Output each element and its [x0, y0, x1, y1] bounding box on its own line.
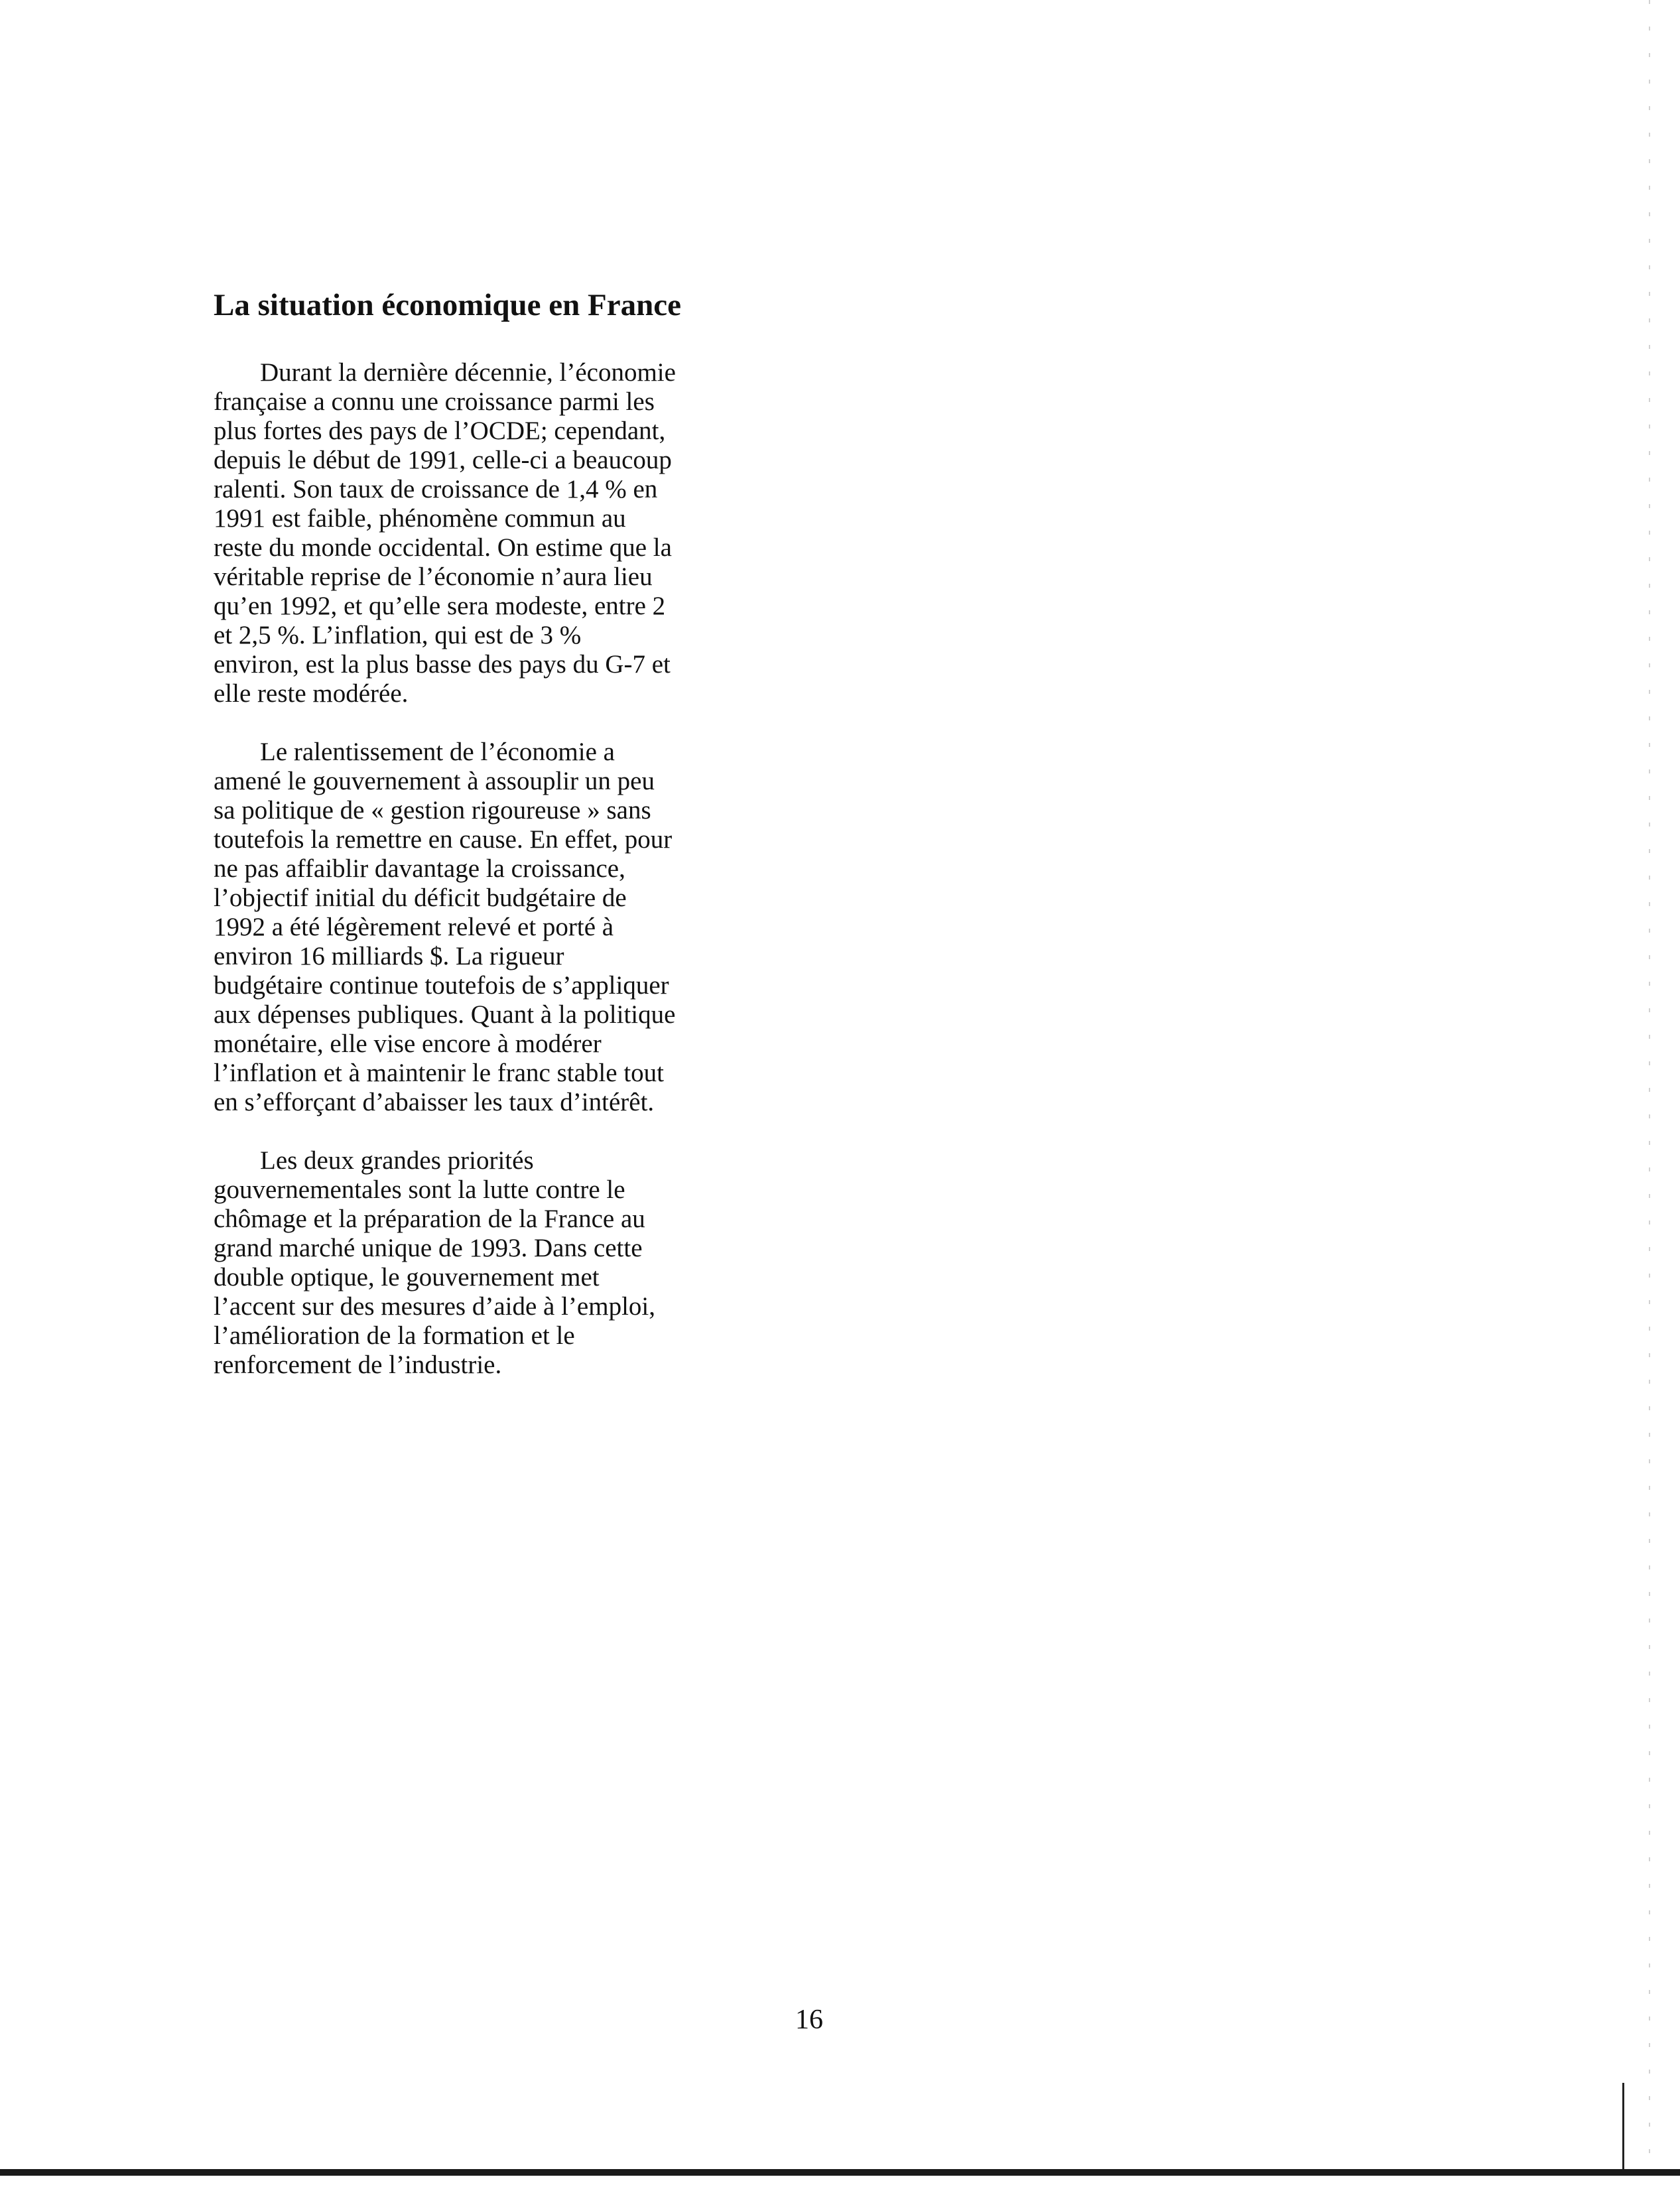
paragraph-line: aux dépenses publiques. Quant à la politique [214, 1000, 676, 1029]
paragraph-line: monétaire, elle vise encore à modérer [214, 1029, 602, 1058]
paragraph-line: budgétaire continue toutefois de s’appliquer [214, 971, 669, 1000]
paragraph-line: l’objectif initial du déficit budgétaire de [214, 884, 627, 912]
paragraph-line: qu’en 1992, et qu’elle sera modeste, entre 2 [214, 592, 666, 620]
paragraph-line: toutefois la remettre en cause. En effet, pour [214, 825, 673, 854]
paragraph-line: grand marché unique de 1993. Dans cette [214, 1234, 643, 1262]
paragraph-line: Les deux grandes priorités [260, 1146, 534, 1175]
paragraph-line: 1991 est faible, phénomène commun au [214, 504, 626, 533]
paragraph-line: environ 16 milliards $. La rigueur [214, 942, 564, 970]
paragraph-line: l’accent sur des mesures d’aide à l’emploi, [214, 1292, 655, 1321]
paragraph-line: sa politique de « gestion rigoureuse » sans [214, 796, 651, 825]
paragraph-line: véritable reprise de l’économie n’aura lieu [214, 563, 653, 591]
paragraph-line: renforcement de l’industrie. [214, 1351, 502, 1379]
paragraph [214, 358, 771, 708]
paragraph-line: l’amélioration de la formation et le [214, 1321, 575, 1350]
paragraph-line: environ, est la plus basse des pays du G-7 et [214, 650, 671, 679]
paragraph [214, 1146, 771, 1380]
bottom-rule [0, 2169, 1680, 2176]
paragraph-line: française a connu une croissance parmi les [214, 387, 655, 416]
paragraph-line: et 2,5 %. L’inflation, qui est de 3 % [214, 621, 582, 649]
paragraph-line: gouvernementales sont la lutte contre le [214, 1175, 625, 1204]
scan-edge-mark-bottom [1622, 2083, 1624, 2169]
paragraph-line: amené le gouvernement à assouplir un peu [214, 767, 655, 795]
paragraph-line: l’inflation et à maintenir le franc stable tout [214, 1059, 664, 1087]
article [214, 287, 771, 1380]
paragraph [214, 738, 771, 1117]
paragraph-line: depuis le début de 1991, celle-ci a beaucoup [214, 446, 672, 474]
paragraph-line: chômage et la préparation de la France au [214, 1205, 645, 1233]
paragraph-line: en s’efforçant d’abaisser les taux d’intérêt. [214, 1088, 655, 1116]
paragraph-line: elle reste modérée. [214, 679, 409, 708]
paragraph-line: ralenti. Son taux de croissance de 1,4 % en [214, 475, 658, 503]
paragraph-line: reste du monde occidental. On estime que la [214, 533, 672, 562]
paragraph-line: 1992 a été légèrement relevé et porté à [214, 913, 614, 941]
page-number: 16 [795, 2005, 823, 2035]
paragraph-line: Durant la dernière décennie, l’économie [260, 358, 676, 387]
scan-edge-mark [1649, 0, 1650, 2169]
paragraph-line: ne pas affaiblir davantage la croissance, [214, 854, 625, 883]
paragraph-line: plus fortes des pays de l’OCDE; cependant, [214, 417, 666, 445]
paragraph-line: double optique, le gouvernement met [214, 1263, 600, 1291]
article-title: La situation économique en France [214, 288, 681, 322]
paragraph-line: Le ralentissement de l’économie a [260, 738, 615, 766]
